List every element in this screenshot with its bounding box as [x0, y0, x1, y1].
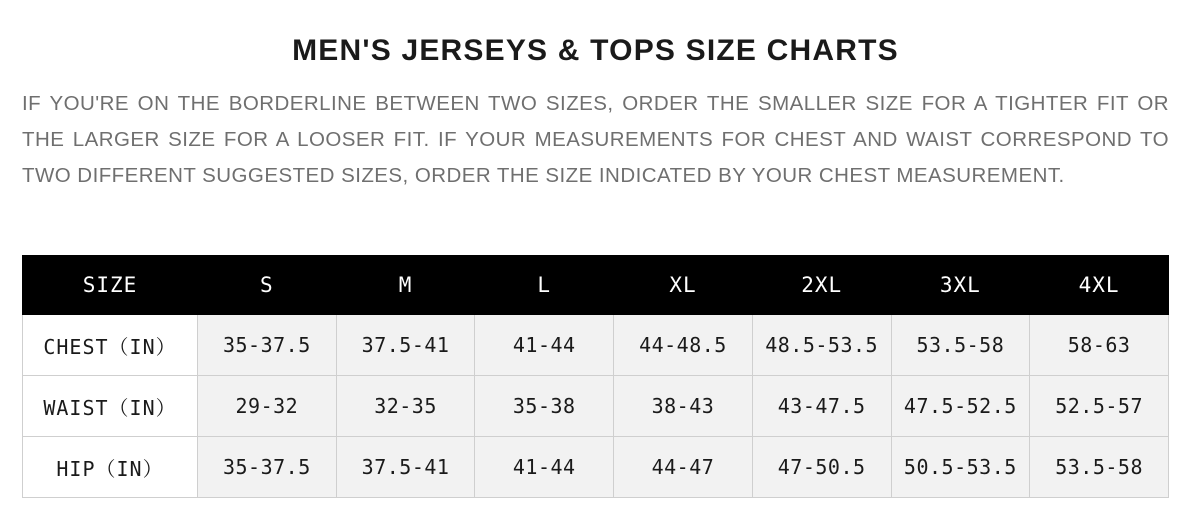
- intro-paragraph: IF YOU'RE ON THE BORDERLINE BETWEEN TWO SIZES, ORDER THE SMALLER SIZE FOR A TIGHTER FIT OR THE LARGER SIZE FOR A LOOSER FIT. IF YOUR MEASUREMENTS FOR CHEST AND WAIST CORRESPOND TO TWO DIFFERENT SUGGESTED SIZES, ORDER THE SIZE INDICATED BY YOUR CHEST MEASUREMENT.: [22, 92, 1169, 187]
- cell-hip-3xl: 50.5-53.5: [891, 437, 1030, 498]
- cell-waist-3xl: 47.5-52.5: [891, 376, 1030, 437]
- page-title: MEN'S JERSEYS & TOPS SIZE CHARTS: [292, 34, 899, 67]
- cell-chest-s: 35-37.5: [198, 315, 337, 376]
- column-header-xl: XL: [614, 256, 753, 315]
- table-row: [23, 437, 1169, 498]
- table-header: [23, 256, 1169, 315]
- cell-hip-4xl: 53.5-58: [1030, 437, 1169, 498]
- column-header-s: S: [198, 256, 337, 315]
- cell-waist-2xl: 43-47.5: [752, 376, 891, 437]
- column-header-3xl: 3XL: [891, 256, 1030, 315]
- size-chart-table-wrapper: [22, 255, 1169, 498]
- cell-hip-l: 41-44: [475, 437, 614, 498]
- cell-waist-m: 32-35: [336, 376, 475, 437]
- column-header-l: L: [475, 256, 614, 315]
- cell-waist-s: 29-32: [198, 376, 337, 437]
- table-row: [23, 315, 1169, 376]
- column-header-2xl: 2XL: [752, 256, 891, 315]
- size-chart-table: [22, 255, 1169, 498]
- cell-chest-4xl: 58-63: [1030, 315, 1169, 376]
- cell-waist-l: 35-38: [475, 376, 614, 437]
- cell-chest-3xl: 53.5-58: [891, 315, 1030, 376]
- table-row: [23, 376, 1169, 437]
- column-header-4xl: 4XL: [1030, 256, 1169, 315]
- table-header-row: [23, 256, 1169, 315]
- cell-chest-2xl: 48.5-53.5: [752, 315, 891, 376]
- column-header-size: SIZE: [23, 256, 198, 315]
- cell-hip-xl: 44-47: [614, 437, 753, 498]
- row-label-chest: CHEST（IN）: [23, 315, 198, 376]
- cell-chest-l: 41-44: [475, 315, 614, 376]
- table-body: [23, 315, 1169, 498]
- row-label-waist: WAIST（IN）: [23, 376, 198, 437]
- cell-hip-s: 35-37.5: [198, 437, 337, 498]
- row-label-hip: HIP（IN）: [23, 437, 198, 498]
- cell-waist-xl: 38-43: [614, 376, 753, 437]
- column-header-m: M: [336, 256, 475, 315]
- cell-waist-4xl: 52.5-57: [1030, 376, 1169, 437]
- cell-hip-m: 37.5-41: [336, 437, 475, 498]
- cell-hip-2xl: 47-50.5: [752, 437, 891, 498]
- cell-chest-xl: 44-48.5: [614, 315, 753, 376]
- cell-chest-m: 37.5-41: [336, 315, 475, 376]
